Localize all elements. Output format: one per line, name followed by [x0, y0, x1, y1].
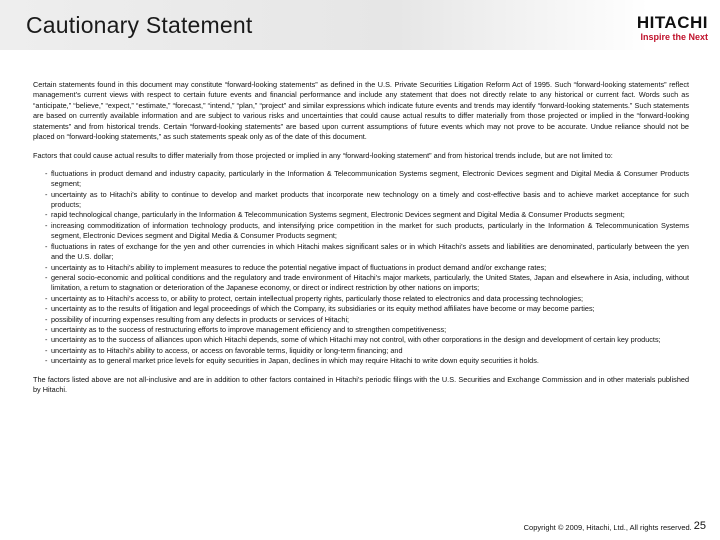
closing-paragraph: The factors listed above are not all-inclusive and are in addition to other factors contained in Hitachi’s periodic filings with the U.S. Securities and Exchange Commission and in other materials published by Hitachi. — [33, 374, 689, 394]
copyright-notice: Copyright © 2009, Hitachi, Ltd., All rights reserved. — [523, 523, 692, 532]
factors-list — [33, 169, 689, 367]
list-item: - uncertainty as to the results of litigation and legal proceedings of which the Company, its subsidiaries or its equity method affiliates have become or may become parties; — [33, 304, 689, 314]
logo-wordmark: HITACHI — [636, 13, 708, 32]
list-item: - fluctuations in rates of exchange for the yen and other currencies in which Hitachi makes significant sales or in which Hitachi’s assets and liabilities are denominated, particularly between the yen and the U.S. dollar; — [33, 242, 689, 263]
list-item: - uncertainty as to the success of restructuring efforts to improve management efficiency and to strengthen competitiveness; — [33, 325, 689, 335]
list-item: - rapid technological change, particularly in the Information & Telecommunication Systems segment, Electronic Devices segment and Digital Media & Consumer Products segment; — [33, 210, 689, 220]
hitachi-logo — [637, 14, 708, 43]
list-item: - increasing commoditization of information technology products, and intensifying price competition in the market for such products, particularly in the Information & Telecommunication Systems segment, Electronic Devices segment and Digital Media & Consumer Products segment; — [33, 221, 689, 242]
page-title: Cautionary Statement — [26, 12, 253, 38]
list-item: - possibility of incurring expenses resulting from any defects in products or services of Hitachi; — [33, 315, 689, 325]
logo-tagline: Inspire the Next — [640, 32, 708, 42]
list-item: - uncertainty as to Hitachi’s ability to continue to develop and market products that incorporate new technology on a timely and cost-effective basis and to achieve market acceptance for such products; — [33, 190, 689, 211]
list-item: - uncertainty as to general market price levels for equity securities in Japan, declines in which may require Hitachi to write down equity securities it holds. — [33, 356, 689, 366]
list-item: - uncertainty as to the success of alliances upon which Hitachi depends, some of which Hitachi may not control, with other corporations in the design and development of certain key products; — [33, 335, 689, 345]
list-item: - uncertainty as to Hitachi’s ability to implement measures to reduce the potential negative impact of fluctuations in product demand and/or exchange rates; — [33, 263, 689, 273]
list-item: - uncertainty as to Hitachi’s ability to access, or access on favorable terms, liquidity or long-term financing; and — [33, 346, 689, 356]
page-number: 25 — [693, 520, 706, 532]
list-item: - uncertainty as to Hitachi’s access to, or ability to protect, certain intellectual property rights, particularly those related to electronics and data processing technologies; — [33, 294, 689, 304]
footer — [524, 521, 706, 532]
factors-intro: Factors that could cause actual results to differ materially from those projected or implied in any “forward-looking statement” and from historical trends include, but are not limited to: — [33, 151, 613, 161]
intro-paragraph: Certain statements found in this document may constitute “forward-looking statements” as defined in the U.S. Private Securities Litigation Reform Act of 1995. Such “forward-looking statements” reflect management’s current views with respect to certain future events and financial performance and include any statement that does not directly relate to any historical or current fact. Words such as “anticipate,” “believe,” “expect,” “estimate,” “forecast,” “intend,” “plan,” “project” and similar expressions which indicate future events and trends may identify “forward-looking statements.” Such statements are based on currently available information and are subject to various risks and uncertainties that could cause actual results to differ materially from those projected or implied in the “forward-looking statements” and from historical trends. Certain “forward-looking statements” are based upon current assumptions of future events which may not prove to be accurate. Undue reliance should not be placed on “forward-looking statements,” as such statements speak only as of the date of this document. — [33, 80, 689, 142]
list-item: - general socio-economic and political conditions and the regulatory and trade environment of Hitachi’s major markets, particularly, the United States, Japan and elsewhere in Asia, including, without limitation, a return to stagnation or deterioration of the Japanese economy, or direct or indirect restriction by other nations on imports; — [33, 273, 689, 294]
statement-body — [33, 80, 689, 395]
list-item: - fluctuations in product demand and industry capacity, particularly in the Information & Telecommunication Systems segment, Electronic Devices segment and Digital Media & Consumer Products segment; — [33, 169, 689, 190]
